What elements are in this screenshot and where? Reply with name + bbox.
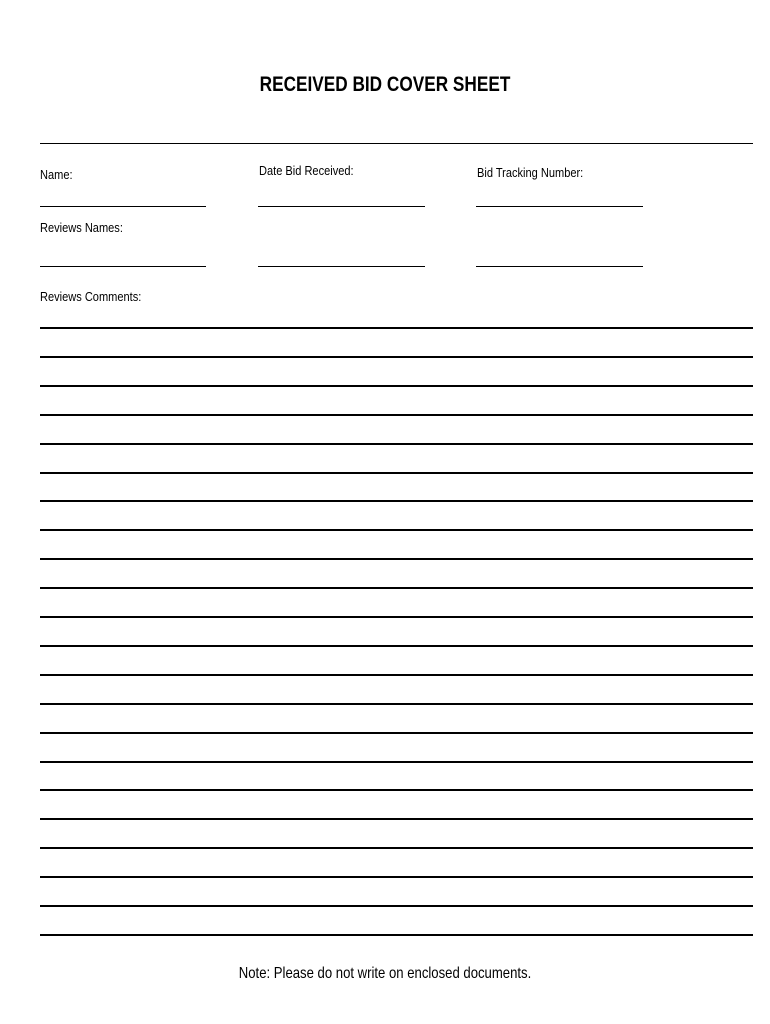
name-label: Name: bbox=[40, 167, 73, 182]
comment-line[interactable] bbox=[40, 876, 753, 878]
comment-line[interactable] bbox=[40, 472, 753, 474]
comment-line[interactable] bbox=[40, 761, 753, 763]
reviews-name-entry-line-3[interactable] bbox=[476, 266, 643, 267]
reviews-name-entry-line-2[interactable] bbox=[258, 266, 425, 267]
reviews-names-label: Reviews Names: bbox=[40, 220, 123, 235]
top-divider bbox=[40, 143, 753, 144]
reviews-comments-label: Reviews Comments: bbox=[40, 289, 142, 304]
comment-line[interactable] bbox=[40, 616, 753, 618]
comment-line[interactable] bbox=[40, 732, 753, 734]
comment-line[interactable] bbox=[40, 443, 753, 445]
comment-line[interactable] bbox=[40, 327, 753, 329]
form-title: RECEIVED BID COVER SHEET bbox=[259, 73, 511, 96]
comment-line[interactable] bbox=[40, 558, 753, 560]
date-bid-received-entry-line[interactable] bbox=[258, 206, 425, 207]
comment-line[interactable] bbox=[40, 385, 753, 387]
comment-line[interactable] bbox=[40, 934, 753, 936]
reviews-name-entry-line-1[interactable] bbox=[40, 266, 206, 267]
comment-line[interactable] bbox=[40, 818, 753, 820]
comment-line[interactable] bbox=[40, 703, 753, 705]
date-bid-received-label: Date Bid Received: bbox=[259, 163, 354, 178]
bid-tracking-number-label: Bid Tracking Number: bbox=[477, 165, 584, 180]
bid-tracking-number-entry-line[interactable] bbox=[476, 206, 643, 207]
comment-line[interactable] bbox=[40, 414, 753, 416]
comment-line[interactable] bbox=[40, 500, 753, 502]
comment-line[interactable] bbox=[40, 529, 753, 531]
comment-line[interactable] bbox=[40, 905, 753, 907]
comment-line[interactable] bbox=[40, 645, 753, 647]
comment-line[interactable] bbox=[40, 789, 753, 791]
comment-line[interactable] bbox=[40, 587, 753, 589]
footer-note: Note: Please do not write on enclosed documents. bbox=[238, 965, 532, 982]
comment-line[interactable] bbox=[40, 356, 753, 358]
name-entry-line[interactable] bbox=[40, 206, 206, 207]
comment-line[interactable] bbox=[40, 674, 753, 676]
comment-line[interactable] bbox=[40, 847, 753, 849]
